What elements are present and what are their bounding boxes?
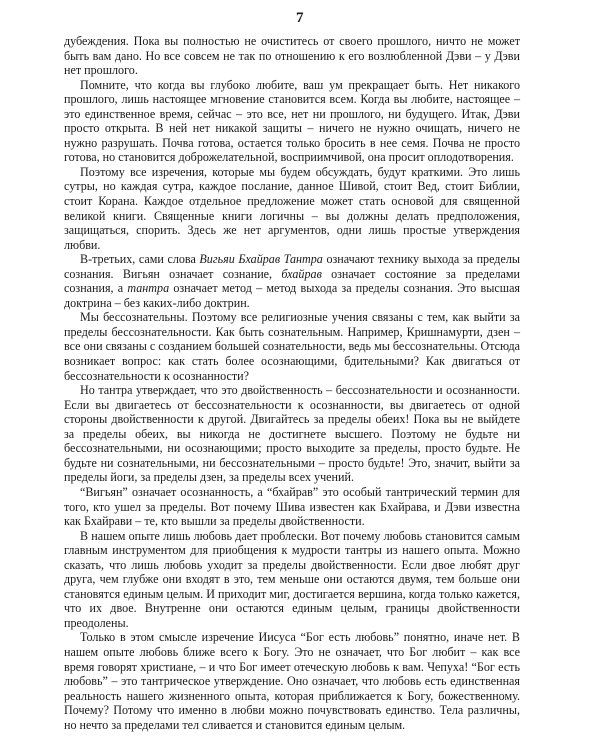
paragraph	[64, 485, 520, 529]
paragraph-text: Мы бессознательны. Поэтому все религиозные учения связаны с тем, как выйти за пределы бессознательности. Как быть сознательным. Например, Кришнамурти, дзен – все они связаны с созданием большей сознательности, ведь мы бессознательны. Отсюда возникает вопрос: как стать более осознающими, бдительными? Как двигаться от бессознательности к осознанности?	[64, 310, 520, 383]
paragraph-text: означает состояние за пределами сознания, а	[64, 266, 520, 296]
page-number: 7	[296, 10, 304, 26]
italic-term: тантра	[127, 281, 170, 296]
paragraph-text: “Вигьян” означает осознанность, а “бхайрав” это особый тантрический термин для того, кто ушел за пределы. Вот почему Шива известен как Бхайрава, и Дэви известна как Бхайрави – те, кто вышли за пределы двойственности.	[64, 484, 520, 529]
paragraph	[64, 165, 520, 252]
paragraph-text: Только в этом смысле изречение Иисуса “Бог есть любовь” понятно, иначе нет. В нашем опыте любовь ближе всего к Богу. Это не означает, что Бог любит – как все время говорят христиане, – и что Бог имеет отеческую любовь к вам. Чепуха! “Бог есть любовь” – это тантрическое утверждение. Оно означает, что любовь есть единственная реальность нашего жизненного опыта, которая приближается к Богу, божественному. Почему? Потому что именно в любви можно почувствовать единство. Тела различны, но нечто за пределами тел сливается и становится единым целым.	[64, 630, 520, 732]
paragraph-text: означают технику выхода за пределы сознания. Вигьян означает сознание,	[64, 252, 520, 281]
paragraph	[64, 529, 520, 631]
paragraph-text: означает метод – метод выхода за пределы сознания. Это высшая доктрина – без каких-либо доктрин.	[64, 281, 520, 310]
paragraph	[64, 310, 520, 383]
paragraph-text: В-третьих, сами слова	[80, 252, 200, 267]
italic-term: бхайрав	[281, 266, 322, 281]
paragraph	[64, 34, 520, 78]
paragraph-text: В нашем опыте лишь любовь дает проблески. Вот почему любовь становится самым главным инструментом для приобщения к мудрости тантры из нашего опыта. Можно сказать, что лишь любовь уходит за пределы двойственности. Если двое любят друг друга, чем глубже они входят в это, тем меньше они остаются двумя, тем больше они становятся единым целым. И приходит миг, достигается вершина, когда только кажется, что их двое. Внутренне они остаются единым целым, границы двойственности преодолены.	[64, 528, 520, 630]
paragraph-text: Но тантра утверждает, что это двойственность – бессознательности и осознанности. Если вы двигаетесь от бессознательности к осознанности, вы двигаетесь от одной стороны двойственности к другой. Двигайтесь за пределы обеих! Пока вы не выйдете за пределы обеих, вы никогда не достигнете высшего. Поэтому не будьте ни бессознательными, ни осознающими; просто выходите за пределы, просто будьте. Не будьте ни сознательными, ни бессознательными – просто будьте! Это, значит, выйти за пределы йоги, за пределы дзен, за пределы всех учений.	[64, 383, 520, 485]
paragraph	[64, 383, 520, 485]
paragraph-text: Помните, что когда вы глубоко любите, ваш ум прекращает быть. Нет никакого прошлого, лишь настоящее мгновение становится всем. Когда вы любите, настоящее – это единственное время, сейчас – это все, нет ни прошлого, ни будущего. Итак, Дэви просто открыта. В ней нет никакой защиты – ничего не нужно очищать, ничего не нужно разрушать. Почва готова, остается только бросить в нее семя. Почва не просто готова, но становится доброжелательной, восприимчивой, она просит оплодотворения.	[64, 77, 520, 165]
paragraph-text: Поэтому все изречения, которые мы будем обсуждать, будут краткими. Это лишь сутры, но каждая сутра, каждое послание, данное Шивой, стоит Вед, стоит Библии, стоит Корана. Каждое отдельное предложение может стать основой для священной великой книги. Священные книги логичны – вы должны делать предположения, защищаться, спорить. Здесь же нет аргументов, одни лишь простые утверждения любви.	[64, 164, 520, 252]
body-text	[64, 34, 520, 732]
paragraph	[64, 78, 520, 165]
italic-term: Вигьяи Бхайрав Тантра	[199, 252, 323, 267]
paragraph	[64, 630, 520, 732]
paragraph-text: дубеждения. Пока вы полностью не очиститесь от своего прошлого, ничто не может быть вам дано. Но все совсем не так по отношению к его возлюбленной Дэви – у Дэви нет прошлого.	[64, 34, 520, 78]
paragraph	[64, 252, 520, 310]
